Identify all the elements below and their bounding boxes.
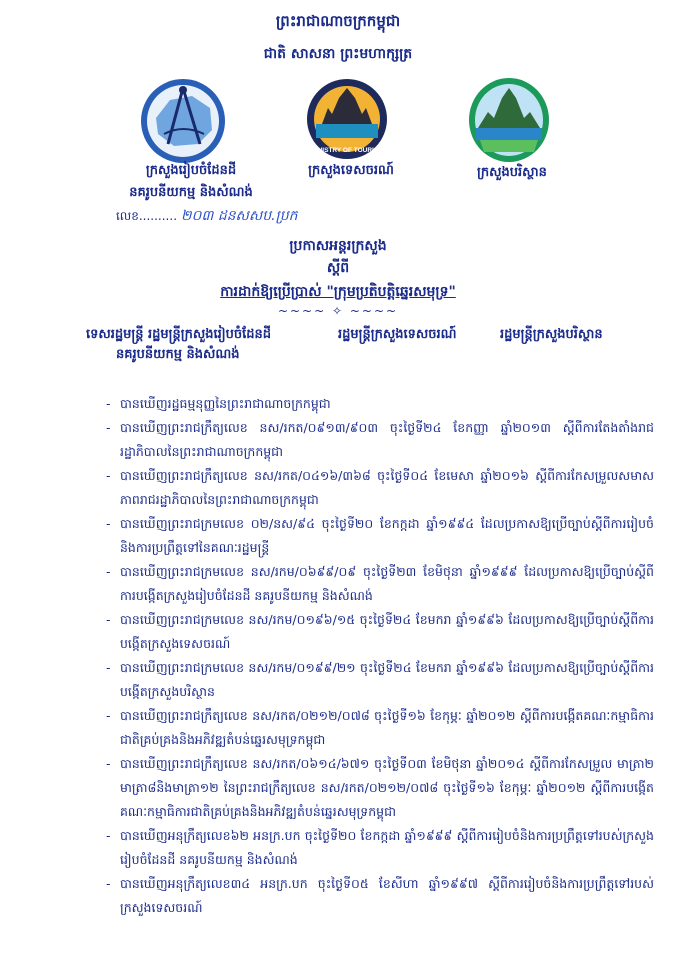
reference-prefix: លេខ <box>116 209 139 223</box>
document-type-title: ប្រកាសអន្តរក្រសួង <box>289 238 387 254</box>
environment-ministry-label: ក្រសួងបរិស្ថាន <box>477 165 547 180</box>
title-regarding: ស្តីពី <box>326 260 350 276</box>
list-item: - បានឃើញព្រះរាជក្រឹត្យលេខ នស/រកត/០៩១៣/៩០៣ ចុះថ្ងៃទី២៤ ខែកញ្ញា ឆ្នាំ២០១៣ ស្តីពីការតែងតាំងរាជរដ្ឋាភិបាលនៃព្រះរាជាណាចក្រកម្ពុជា <box>108 416 654 464</box>
land-ministry-label-line2: នគរូបនីយកម្ម និងសំណង់ <box>129 185 253 200</box>
list-item: - បានឃើញព្រះរាជក្រមលេខ ០២/នស/៩៤ ចុះថ្ងៃទី២០ ខែកក្កដា ឆ្នាំ១៩៩៤ ដែលប្រកាសឱ្យប្រើច្បាប់ស្តីពីការរៀបចំនិងការប្រព្រឹត្តទៅនៃគណៈរដ្ឋមន្ត្រី <box>108 512 654 560</box>
list-item: - បានឃើញព្រះរាជក្រឹត្យលេខ នស/រកត/០៦១៤/៦៧១ ចុះថ្ងៃទី០៣ ខែមិថុនា ឆ្នាំ២០១៤ ស្តីពីការកែសម្រួល មាត្រា២ មាត្រា៨និងមាត្រា១២ នៃព្រះរាជក្រឹត្យលេខ នស/រកត/០២១២/០៧៨ ចុះថ្ងៃទី១៦ ខែកុម្ភៈ ឆ្នាំ២០១២ ស្តីពីការបង្កើត គណៈកម្មាធិការជាតិគ្រប់គ្រងនិងអភិវឌ្ឍតំបន់ឆ្នេរសមុទ្រកម្ពុជា <box>108 752 654 824</box>
list-item: - បានឃើញព្រះរាជក្រមលេខ នស/រកម/០១៩៩/២១ ចុះថ្ងៃទី២៤ ខែមករា ឆ្នាំ១៩៩៦ ដែលប្រកាសឱ្យប្រើច្បាប់ស្តីពីការបង្កើតក្រសួងបរិស្ថាន <box>108 656 654 704</box>
list-item: - បានឃើញអនុក្រឹត្យលេខ៦២ អនក្រ.បក ចុះថ្ងៃទី២០ ខែកក្កដា ឆ្នាំ១៩៩៩ ស្តីពីការរៀបចំនិងការប្រព្រឹត្តទៅរបស់ក្រសួងរៀបចំដែនដី នគរូបនីយកម្ម និងសំណង់ <box>108 824 654 872</box>
list-item: - បានឃើញព្រះរាជក្រមលេខ នស/រកម/០៦៩៩/០៩ ចុះថ្ងៃទី២៣ ខែមិថុនា ឆ្នាំ១៩៩៩ ដែលប្រកាសឱ្យប្រើច្បាប់ស្តីពីការបង្កើតក្រសួងរៀបចំដែនដី នគរូបនីយកម្ម និងសំណង់ <box>108 560 654 608</box>
title-subject: ការដាក់ឱ្យប្រើប្រាស់ "ក្រុមប្រតិបត្តិឆ្នេរសមុទ្រ" <box>220 284 456 300</box>
title-ornament: ~~~~ ✧ ~~~~ <box>277 304 399 318</box>
kingdom-heading: ព្រះរាជាណាចក្រកម្ពុជា <box>275 12 401 30</box>
ministry-of-tourism-logo-icon <box>306 78 388 160</box>
signatory-land-minister-line2: នគរូបនីយកម្ម និងសំណង់ <box>116 347 240 362</box>
land-management-ministry-logo-icon <box>140 78 226 164</box>
reference-number <box>116 206 297 227</box>
list-item: - បានឃើញព្រះរាជក្រឹត្យលេខ នស/រកត/០៤១៦/៣៦៨ ចុះថ្ងៃទី០៤ ខែមេសា ឆ្នាំ២០១៦ ស្តីពីការកែសម្រួលសមាសភាពរាជរដ្ឋាភិបាលនៃព្រះរាជាណាចក្រកម្ពុជា <box>108 464 654 512</box>
list-item: - បានឃើញអនុក្រឹត្យលេខ៣៤ អនក្រ.បក ចុះថ្ងៃទី០៥ ខែសីហា ឆ្នាំ១៩៩៧ ស្តីពីការរៀបចំនិងការប្រព្រឹត្តទៅរបស់ក្រសួងទេសចរណ៍ <box>108 872 654 920</box>
signatory-environment-minister: រដ្ឋមន្ត្រីក្រសួងបរិស្ថាន <box>500 327 603 342</box>
tourism-logo-text: MINISTRY OF TOURISM <box>310 147 384 154</box>
national-motto: ជាតិ សាសនា ព្រះមហាក្សត្រ <box>263 46 413 62</box>
environment-ministry-logo-icon <box>466 76 552 164</box>
list-item: - បានឃើញរដ្ឋធម្មនុញ្ញនៃព្រះរាជាណាចក្រកម្ពុជា <box>108 392 654 416</box>
legal-basis-list <box>108 392 654 920</box>
reference-dots: .......... <box>138 209 178 223</box>
signatory-tourism-minister: រដ្ឋមន្ត្រីក្រសួងទេសចរណ៍ <box>338 327 457 342</box>
land-ministry-label: ក្រសួងរៀបចំដែនដី <box>145 163 237 178</box>
signatory-land-minister: ទេសរដ្ឋមន្ត្រី រដ្ឋមន្ត្រីក្រសួងរៀបចំដែនដី <box>86 327 272 342</box>
tourism-ministry-label: ក្រសួងទេសចរណ៍ <box>308 163 394 178</box>
list-item: - បានឃើញព្រះរាជក្រមលេខ នស/រកម/០១៩៦/១៥ ចុះថ្ងៃទី២៤ ខែមករា ឆ្នាំ១៩៩៦ ដែលប្រកាសឱ្យប្រើច្បាប់ស្តីពីការបង្កើតក្រសួងទេសចរណ៍ <box>108 608 654 656</box>
title-subject-wrapper <box>0 282 676 303</box>
reference-handwritten: ២០៣ ដនសសប.ប្រក <box>180 208 298 224</box>
list-item: - បានឃើញព្រះរាជក្រឹត្យលេខ នស/រកត/០២១២/០៧៨ ចុះថ្ងៃទី១៦ ខែកុម្ភៈ ឆ្នាំ២០១២ ស្តីពីការបង្កើតគណៈកម្មាធិការជាតិគ្រប់គ្រងនិងអភិវឌ្ឍតំបន់ឆ្នេរសមុទ្រកម្ពុជា <box>108 704 654 752</box>
